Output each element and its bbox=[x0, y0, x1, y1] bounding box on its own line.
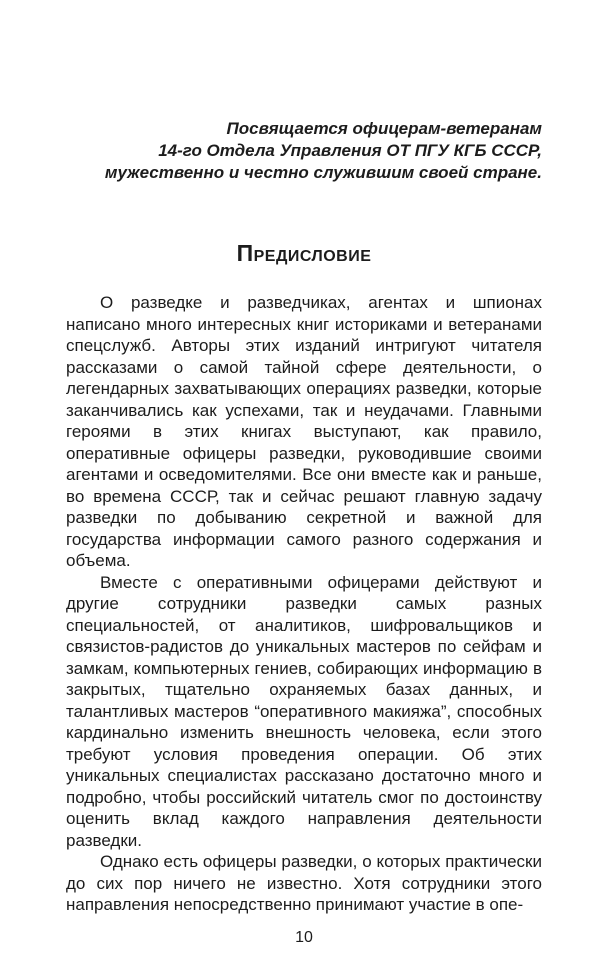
page-number: 10 bbox=[295, 928, 313, 946]
paragraph: Вместе с оперативными офицерами действуют и другие сотрудники разведки самых разных специальностей, от аналитиков, шифровальщиков и связистов-радистов до уникальных мастеров по сейфам и замкам, компьютерных гениев, собирающих информацию в закрытых, тщательно охраняемых базах данных, и талантливых мастеров “оперативного макияжа”, способных кардинально изменить внешность человека, если этого требуют условия проведения операции. Об этих уникальных специалистах рассказано достаточно много и подробно, чтобы российский читатель смог по достоинству оценить вклад каждого направления деятельности разведки. bbox=[66, 572, 542, 850]
dedication-line: 14-го Отдела Управления ОТ ПГУ КГБ СССР, bbox=[158, 141, 542, 160]
paragraph: О разведке и разведчиках, агентах и шпионах написано много интересных книг историками и ветеранами спецслужб. Авторы этих изданий интригуют читателя рассказами о самой тайной сфере деятельности, о легендарных захватывающих операциях разведки, которые заканчивались как успехами, так и неудачами. Главными героями в этих книгах выступают, как правило, оперативные офицеры разведки, руководившие своими агентами и осведомителями. Все они вместе как и раньше, во времена СССР, так и сейчас решают главную задачу разведки по добыванию секретной и важной для государства информации самого разного содержания и объема. bbox=[66, 293, 542, 570]
dedication bbox=[66, 118, 542, 184]
paragraph: Однако есть офицеры разведки, о которых практически до сих пор ничего не известно. Хотя сотрудники этого направления непосредственно принимают участие в опе- bbox=[66, 852, 542, 914]
body-text bbox=[66, 292, 542, 916]
preface-heading: Предисловие bbox=[236, 240, 372, 266]
dedication-line: мужественно и честно служившим своей стране. bbox=[104, 163, 542, 182]
dedication-line: Посвящается офицерам-ветеранам bbox=[226, 119, 542, 138]
